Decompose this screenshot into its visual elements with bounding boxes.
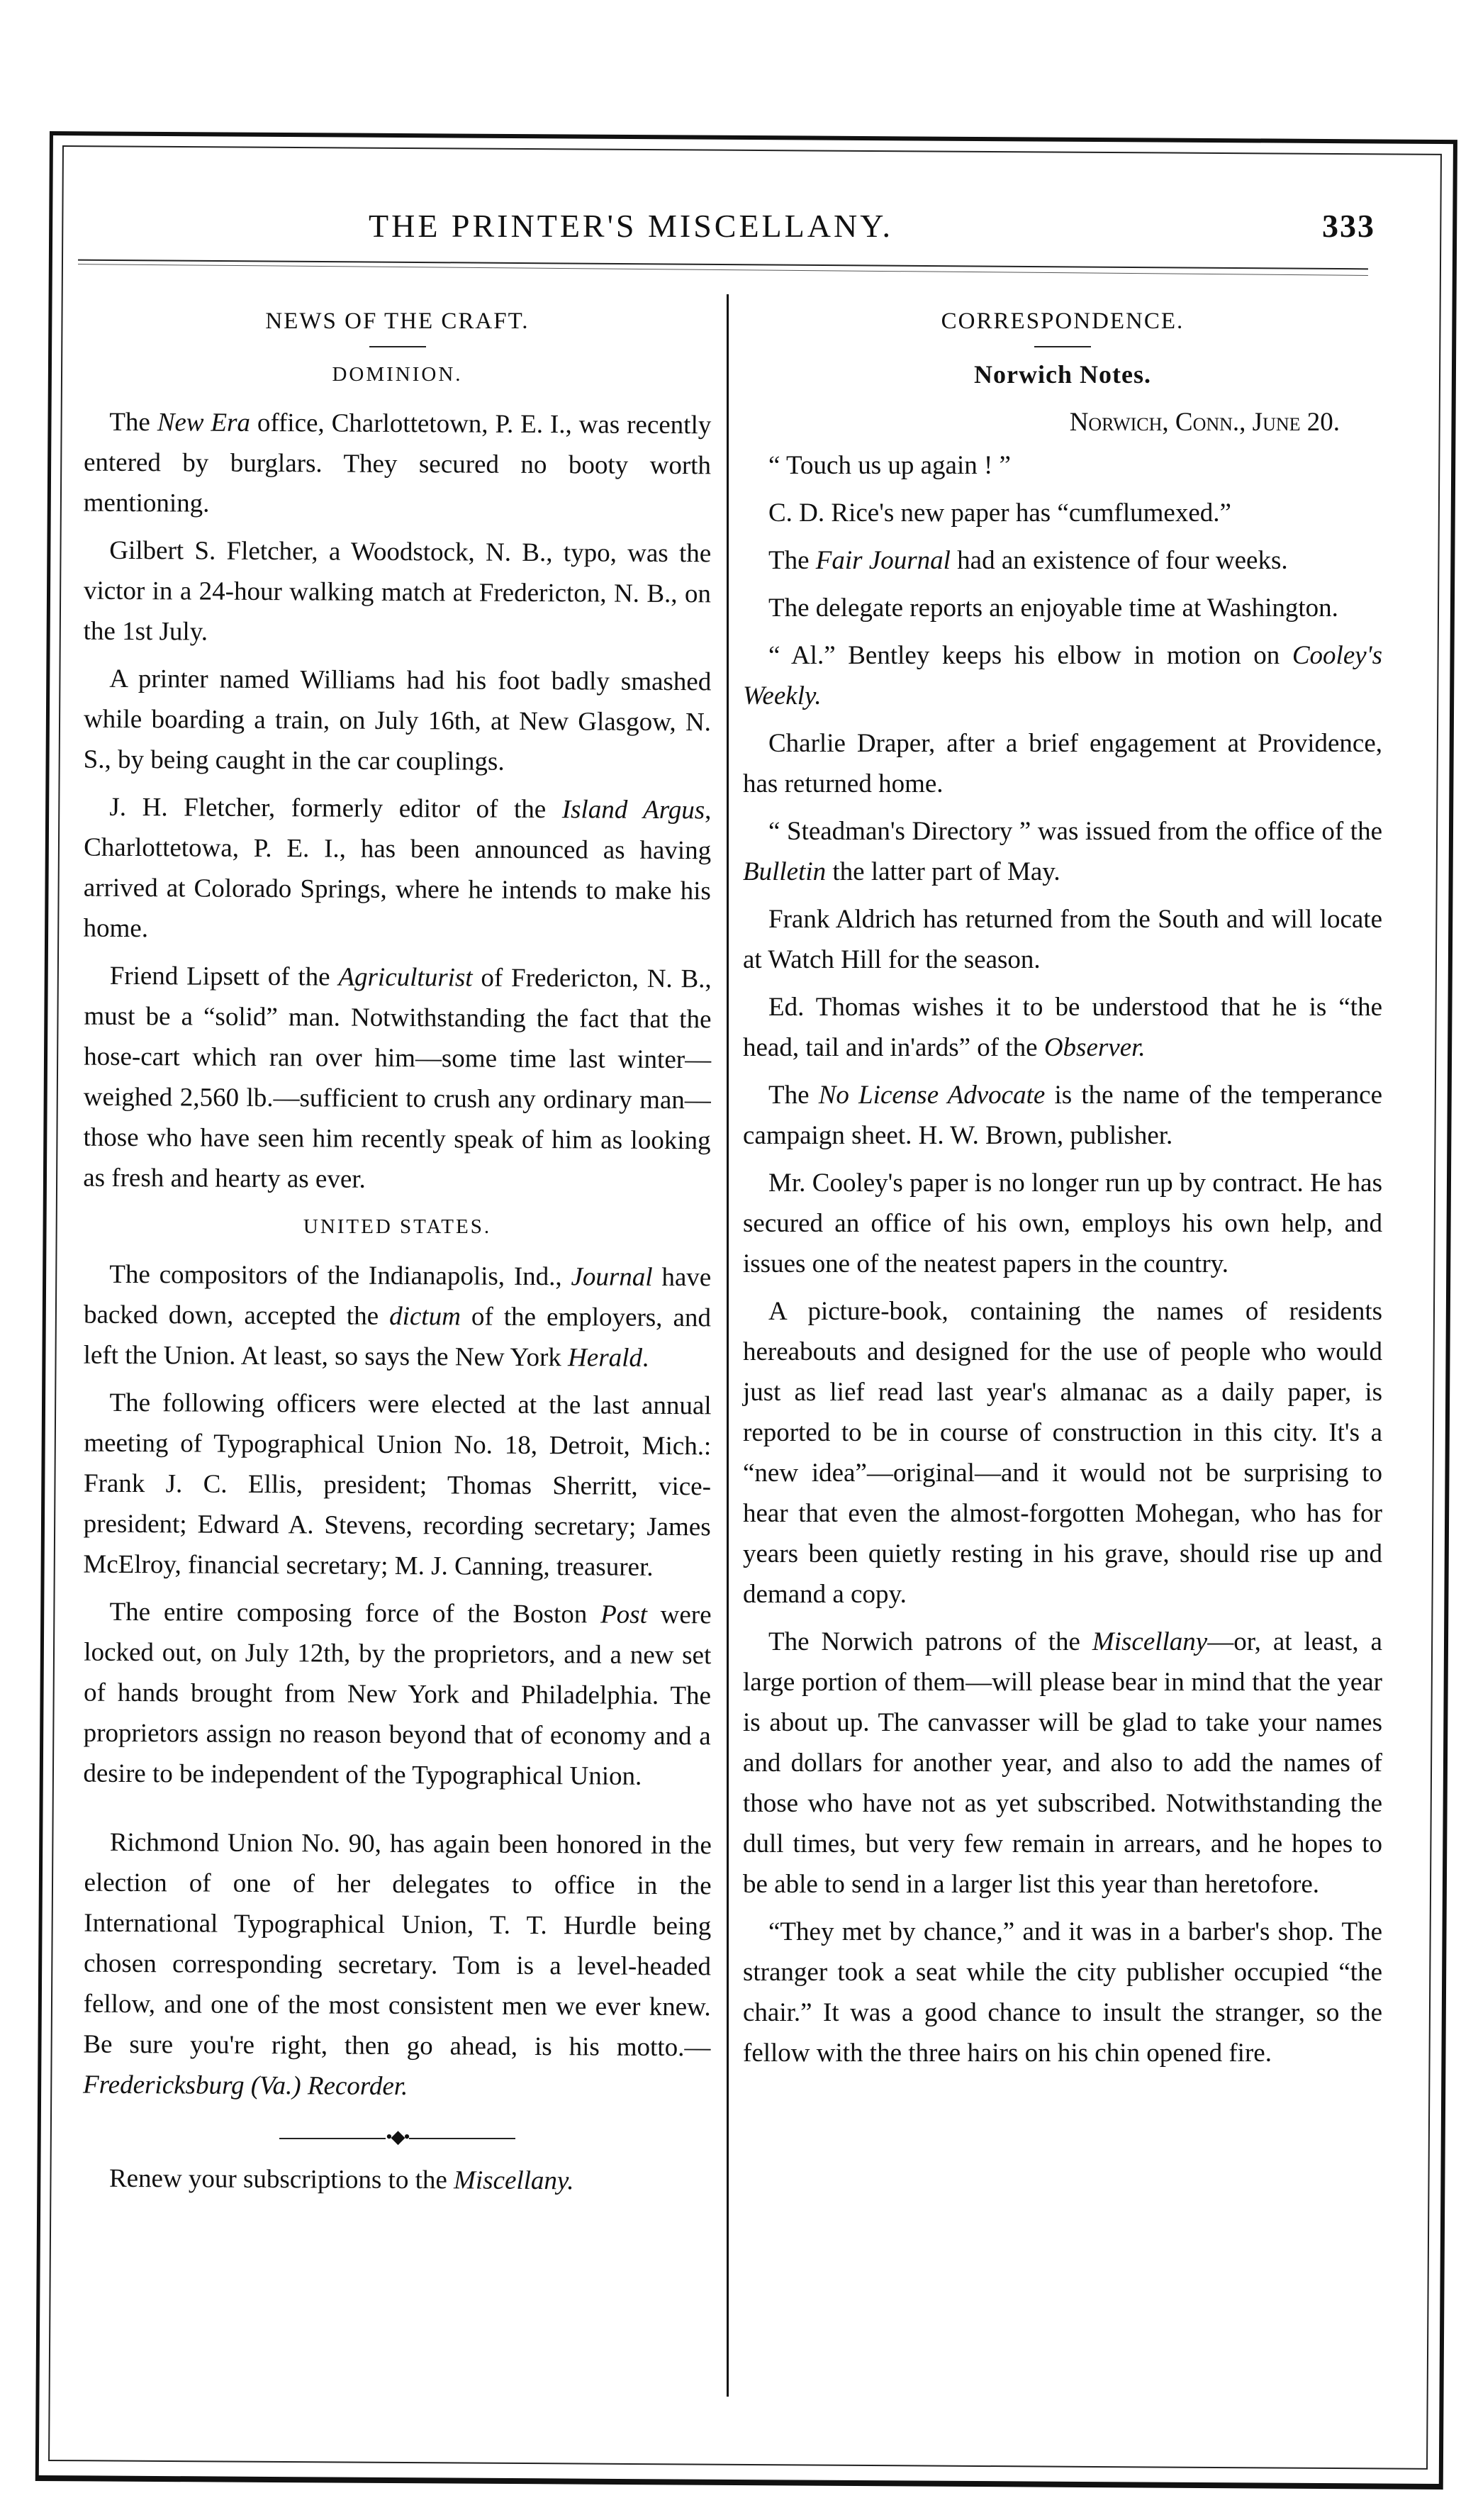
renew-notice: Renew your subscriptions to the Miscellany. [108, 2163, 574, 2196]
article-paragraph: “ Al.” Bentley keeps his elbow in motion on Cooley's Weekly. [743, 641, 1382, 710]
column-divider [727, 294, 729, 2397]
article-paragraph: Mr. Cooley's paper is no longer run up by contract. He has secured an office of his own, employs his own help, and issues one of the neatest papers in the country. [743, 1169, 1382, 1278]
section-rule [1034, 346, 1091, 347]
right-column [743, 301, 1382, 2080]
article-paragraph: The New Era office, Charlottetown, P. E. I., was recently entered by burglars. They secured no booty worth mentioning. [83, 407, 712, 518]
article-paragraph: Gilbert S. Fletcher, a Woodstock, N. B., typo, was the victor in a 24-hour walking match at Fredericton, N. B., on the 1st July. [83, 535, 712, 647]
article-paragraph: “ Touch us up again ! ” [768, 451, 1011, 480]
article-paragraph: The delegate reports an enjoyable time at Washington. [768, 593, 1338, 623]
article-paragraph: The Fair Journal had an existence of four weeks. [768, 546, 1288, 575]
section-title-news: NEWS OF THE CRAFT. [265, 308, 530, 334]
paragraph-spacer [84, 1802, 711, 1824]
article-paragraph: The following officers were elected at the last annual meeting of Typographical Union No. 18, Detroit, Mich.: Frank J. C. Ellis, president; Thomas Sherritt, vice-president; Edward A. Stevens, recording secretary; James McElroy, financial secretary; M. J. Canning, treasurer. [83, 1388, 712, 1582]
running-header [369, 207, 1375, 250]
article-paragraph: C. D. Rice's new paper has “cumflumexed.” [768, 498, 1231, 528]
article-paragraph: The entire composing force of the Boston Post were locked out, on July 12th, by the proprietors, and a new set of hands brought from New York and Philadelphia. The proprietors assign no reason beyond that of economy and a desire to be independent of the Typographical Union. [83, 1597, 712, 1791]
subhead-dominion: DOMINION. [332, 363, 463, 386]
article-paragraph: “They met by chance,” and it was in a barber's shop. The stranger took a seat while the city publisher occupied “the chair.” It was a good chance to insult the stranger, so the fellow with the three hairs on his chin opened fire. [743, 1917, 1382, 2068]
article-paragraph: The No License Advocate is the name of the temperance campaign sheet. H. W. Brown, publisher. [743, 1081, 1382, 1150]
dateline: Norwich, Conn., June 20. [1069, 408, 1340, 437]
article-paragraph: “ Steadman's Directory ” was issued from the office of the Bulletin the latter part of May. [743, 817, 1382, 886]
article-paragraph: A picture-book, containing the names of residents hereabouts and designed for the use of people who would just as lief read last year's almanac as a daily paper, is reported to be in course of construction in this city. It's a “new idea”—original—and it would not be surprising to hear that even the almost-forgotten Mohegan, who has for years been quietly resting in his grave, should rise up and demand a copy. [743, 1297, 1382, 1609]
subhead-united-states: UNITED STATES. [303, 1215, 492, 1238]
article-paragraph: A printer named Williams had his foot badly smashed while boarding a train, on July 16th, at New Glasgow, N. S., by being caught in the car couplings. [83, 664, 712, 776]
article-paragraph: Charlie Draper, after a brief engagement at Providence, has returned home. [743, 729, 1382, 798]
subtitle-norwich-notes: Norwich Notes. [974, 360, 1151, 389]
ornament-divider: •◆• [84, 2117, 711, 2157]
section-title-correspondence: CORRESPONDENCE. [941, 308, 1185, 334]
article-paragraph: The Norwich patrons of the Miscellany—or, at least, a large portion of them—will please bear in mind that the year is about up. The canvasser will be glad to take your names and dollars for another year, and also to add the names of those who have not as yet subscribed. Notwithstanding the dull times, but very few remain in arrears, and he hopes to be able to send in a larger list this year than heretofore. [743, 1627, 1382, 1899]
journal-title: THE PRINTER'S MISCELLANY. [369, 208, 893, 244]
article-paragraph: Friend Lipsett of the Agriculturist of Fredericton, N. B., must be a “solid” man. Notwithstanding the fact that the hose-cart which ran over him—some time last winter—weighed 2,560 lb.—sufficient to crush any ordinary man—those who have seen him recently speak of him as looking as fresh and hearty as ever. [83, 961, 712, 1194]
article-paragraph: Frank Aldrich has returned from the South and will locate at Watch Hill for the season. [743, 905, 1382, 974]
article-paragraph: J. H. Fletcher, formerly editor of the Island Argus, Charlottetowa, P. E. I., has been announced as having arrived at Colorado Springs, where he intends to make his home. [83, 792, 712, 944]
page-number: 333 [1322, 208, 1375, 244]
article-paragraph: The compositors of the Indianapolis, Ind., Journal have backed down, accepted the dictum of the employers, and left the Union. At least, so says the New York Herald. [83, 1259, 712, 1373]
article-paragraph: Ed. Thomas wishes it to be understood that he is “the head, tail and in'ards” of the Observer. [743, 993, 1382, 1062]
article-paragraph: Richmond Union No. 90, has again been honored in the election of one of her delegates to office in the International Typographical Union, T. T. Hurdle being chosen corresponding secretary. Tom is a level-headed fellow, and one of the most consistent men we ever knew. Be sure you're right, then go ahead, is his motto.—Fredericksburg (Va.) Recorder. [83, 1827, 712, 2102]
left-column [84, 301, 711, 2207]
section-rule [369, 346, 426, 347]
